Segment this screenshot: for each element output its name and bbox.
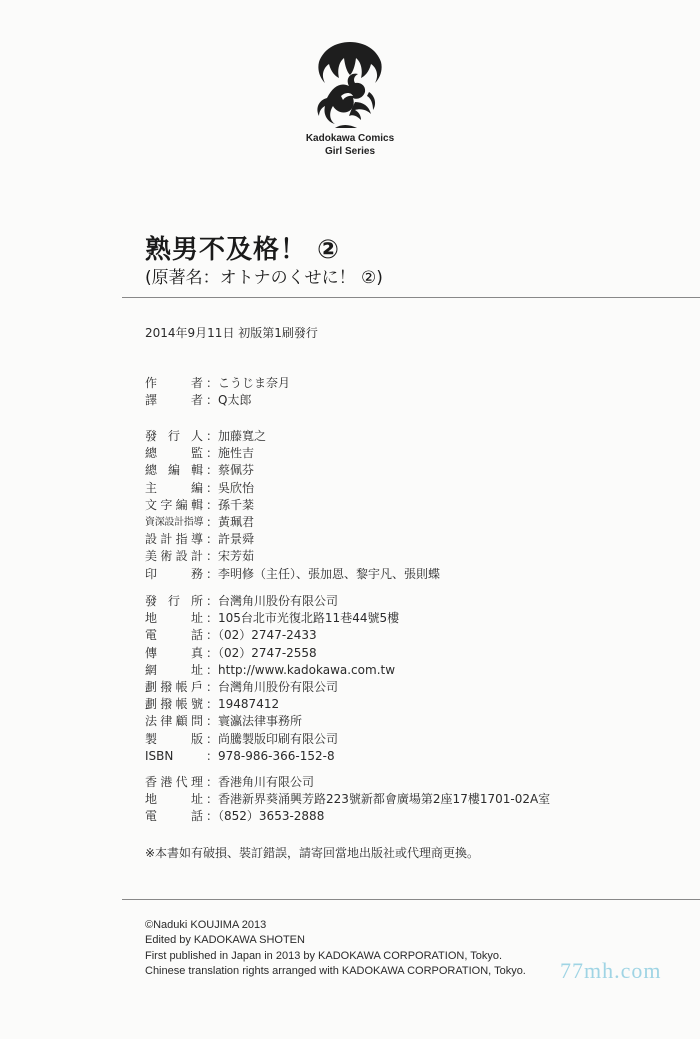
credit-row: ISBN ：978-986-366-152-8 (145, 748, 335, 763)
credit-row: 電話 ：（852）3653-2888 (145, 809, 325, 824)
credit-row: 總監 ：施性吉 (145, 446, 255, 461)
credit-row: 劃撥帳號 ：19487412 (145, 697, 280, 712)
publisher-logo (0, 40, 700, 158)
credit-row: 印務 ：李明修（主任）、張加恩、黎宇凡、張則蝶 (145, 566, 441, 581)
copyright-block (145, 918, 526, 980)
credit-row: 文字編輯 ：孫千棻 (145, 497, 255, 512)
credit-row: 法律顧問 ：寰瀛法律事務所 (145, 714, 303, 729)
copyright-line: First published in Japan in 2013 by KADOKAWA CORPORATION, Tokyo. (145, 949, 503, 962)
copyright-line: Chinese translation rights arranged with KADOKAWA CORPORATION, Tokyo. (145, 965, 526, 978)
book-title: 熟男不及格！ ② (145, 235, 341, 265)
credits-company (145, 593, 399, 765)
credits-authors (145, 375, 290, 409)
credit-row: 發行所 ：台灣角川股份有限公司 (145, 594, 339, 608)
site-watermark: 77mh.com (560, 958, 662, 983)
credit-row: 香港代理 ：香港角川有限公司 (145, 775, 315, 789)
credit-row: 製版 ：尚騰製版印刷有限公司 (145, 731, 339, 746)
copyright-line: ©Naduki KOUJIMA 2013 (145, 919, 267, 931)
credits-staff (145, 428, 440, 583)
credit-row: 設計指導 ：許景舜 (145, 532, 255, 547)
phoenix-emblem-icon (311, 40, 389, 132)
divider-top (122, 297, 700, 298)
credit-row: 傳真 ：（02）2747-2558 (145, 645, 317, 660)
credit-row: 資深設計指導 ：黃珮君 (145, 514, 255, 529)
credits-hk-agent (145, 774, 550, 826)
copyright-line: Edited by KADOKAWA SHOTEN (145, 934, 305, 947)
credit-row: 網址 ：http://www.kadokawa.com.tw (145, 662, 396, 677)
credit-row: 電話 ：（02）2747-2433 (145, 628, 317, 643)
publisher-line-1: Kadokawa Comics (305, 133, 395, 144)
original-title: (原著名：オトナのくせに！ ②) (145, 268, 383, 288)
credit-row: 譯者 ：Q太郎 (145, 393, 252, 408)
credit-row: 發行人 ：加藤寬之 (145, 429, 267, 443)
credit-row: 總編輯 ：蔡佩芬 (145, 463, 255, 478)
credit-row: 地址 ：105台北市光復北路11巷44號5樓 (145, 611, 400, 626)
credit-row: 地址 ：香港新界葵涌興芳路223號新都會廣場第2座17樓1701-02A室 (145, 792, 551, 807)
credit-row: 主編 ：吳欣怡 (145, 480, 255, 495)
publisher-line-2: Girl Series (324, 146, 376, 157)
divider-bottom (122, 899, 700, 900)
credit-row: 作者 ：こうじま奈月 (145, 376, 291, 390)
release-date: 2014年9月11日 初版第1刷發行 (145, 326, 318, 340)
credit-row: 美術設計 ：宋芳茹 (145, 549, 255, 564)
credit-row: 劃撥帳戶 ：台灣角川股份有限公司 (145, 679, 339, 694)
website-link[interactable]: http://www.kadokawa.com.tw (218, 662, 396, 677)
damage-notice: ※本書如有破損、裝訂錯誤，請寄回當地出版社或代理商更換。 (145, 846, 480, 860)
